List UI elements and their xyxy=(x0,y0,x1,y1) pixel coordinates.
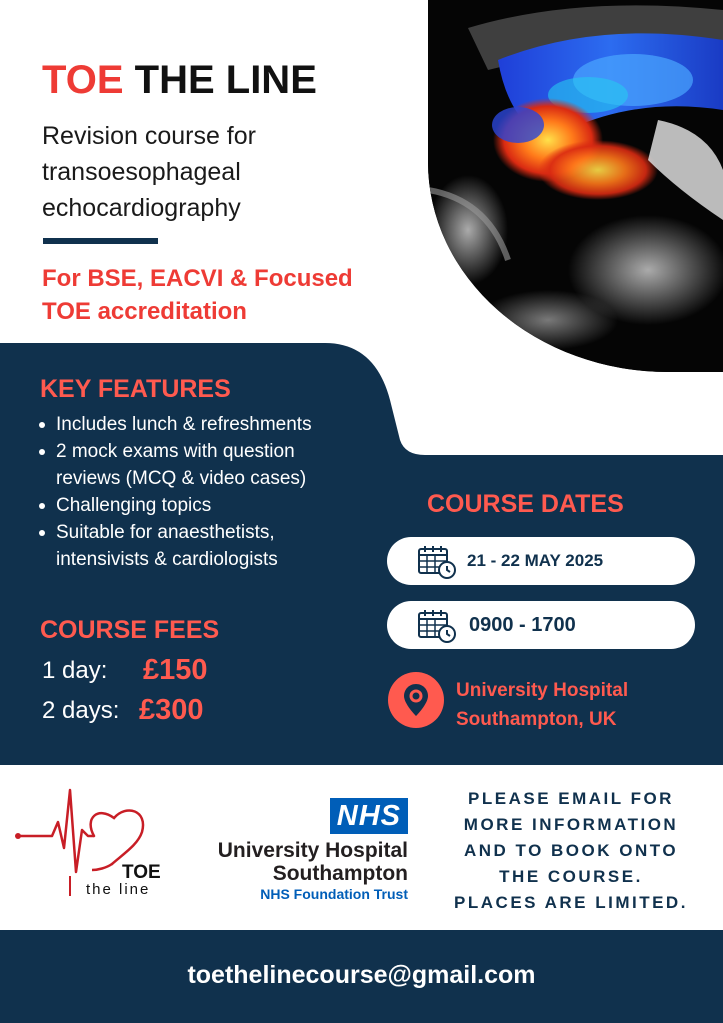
contact-line: AND TO BOOK ONTO xyxy=(463,841,679,860)
location-pin-icon xyxy=(402,682,430,718)
nhs-hospital-city: Southampton xyxy=(272,862,408,885)
nhs-trust-logo xyxy=(196,798,408,902)
contact-line: PLACES ARE LIMITED. xyxy=(454,893,688,912)
logo-toe-text: TOE xyxy=(122,862,161,883)
accreditation-text xyxy=(42,262,353,328)
contact-line: PLEASE EMAIL FOR xyxy=(468,789,674,808)
nhs-badge: NHS xyxy=(330,798,408,834)
accreditation-line: For BSE, EACVI & Focused xyxy=(42,265,353,292)
list-item xyxy=(36,519,312,573)
calendar-clock-icon xyxy=(417,545,457,579)
subtitle-line: Revision course for xyxy=(42,122,256,150)
key-features-heading: KEY FEATURES xyxy=(40,375,231,403)
location-line: University Hospital xyxy=(456,680,629,701)
page-title xyxy=(42,58,317,103)
contact-line: THE COURSE. xyxy=(499,867,643,886)
time-pill xyxy=(387,601,695,649)
list-item xyxy=(36,411,312,438)
location-line: Southampton, UK xyxy=(456,709,617,730)
nhs-hospital-name: University Hospital xyxy=(217,839,408,862)
course-date: 21 - 22 MAY 2025 xyxy=(467,551,604,570)
toe-the-line-logo xyxy=(14,786,174,911)
footer xyxy=(0,930,723,1023)
nhs-trust-name: NHS Foundation Trust xyxy=(260,886,408,902)
venue-location xyxy=(456,676,628,734)
echocardiogram-image xyxy=(428,0,723,372)
subtitle xyxy=(42,118,256,226)
accreditation-line: TOE accreditation xyxy=(42,298,247,325)
heart-ecg-icon xyxy=(14,786,174,906)
contact-line: MORE INFORMATION xyxy=(463,815,679,834)
feature-line: Suitable for anaesthetists, xyxy=(56,522,275,543)
contact-message xyxy=(436,786,706,916)
list-item xyxy=(36,492,312,519)
logo-the-line-text: the line xyxy=(86,881,151,898)
course-fees-heading: COURSE FEES xyxy=(40,616,220,644)
fee-row xyxy=(42,654,208,686)
fee-price: £150 xyxy=(143,654,208,686)
features-list xyxy=(36,411,312,573)
fee-row xyxy=(42,694,204,726)
feature-line: Includes lunch & refreshments xyxy=(56,414,312,435)
feature-line: reviews (MCQ & video cases) xyxy=(56,468,307,489)
course-time: 0900 - 1700 xyxy=(469,614,576,636)
subtitle-line: transoesophageal xyxy=(42,158,241,186)
feature-line: Challenging topics xyxy=(56,495,212,516)
fee-label: 1 day: xyxy=(42,657,108,684)
subtitle-line: echocardiography xyxy=(42,194,241,222)
contact-email: toethelinecourse@gmail.com xyxy=(187,961,536,989)
date-pill xyxy=(387,537,695,585)
list-item xyxy=(36,438,312,492)
fee-price: £300 xyxy=(139,694,204,726)
feature-line: 2 mock exams with question xyxy=(56,441,295,462)
course-dates-heading: COURSE DATES xyxy=(427,490,624,518)
feature-line: intensivists & cardiologists xyxy=(56,549,278,570)
calendar-clock-icon xyxy=(417,609,457,643)
title-divider xyxy=(43,238,158,244)
title-rest: THE LINE xyxy=(134,58,317,102)
location-pin-badge xyxy=(388,672,444,728)
title-accent: TOE xyxy=(42,58,124,102)
fee-label: 2 days: xyxy=(42,697,120,724)
